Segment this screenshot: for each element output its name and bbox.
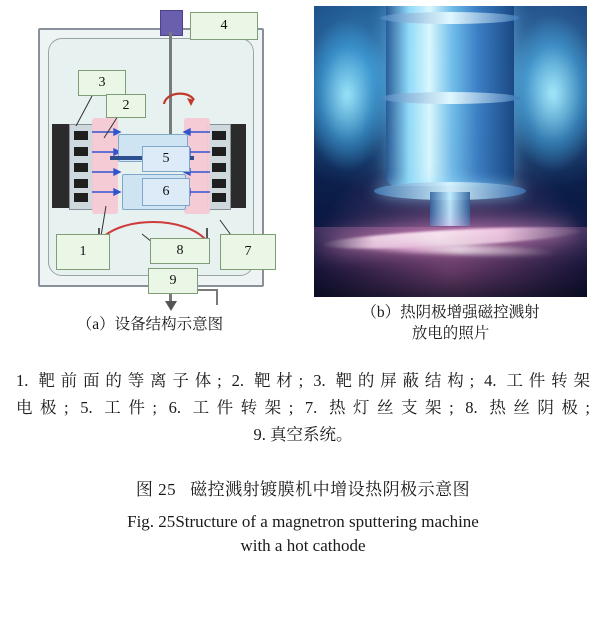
callout-5-label: 5 (162, 151, 170, 166)
figure-title-cn (0, 475, 606, 500)
panel-a-caption: （a）设备结构示意图 (76, 316, 224, 333)
callout-4-label: 4 (220, 18, 228, 33)
callout-7 (220, 234, 276, 270)
callout-4 (190, 12, 258, 40)
callout-1-label: 1 (79, 244, 87, 259)
callout-9 (148, 268, 198, 294)
figure-title-en-line1: Structure of a magnetron sputtering machine (175, 511, 479, 531)
panel-a-schematic (14, 6, 304, 334)
figure-number-en: Fig. 25 (127, 511, 176, 531)
figure-title-en (0, 510, 606, 559)
holder-stem (430, 192, 470, 226)
callout-8 (150, 238, 210, 264)
callout-1 (56, 234, 110, 270)
callout-7-label: 7 (244, 244, 252, 259)
callout-2 (106, 94, 146, 118)
drum-ring-top (380, 12, 520, 24)
legend-line-3: 9. 真空系统。 (253, 425, 353, 445)
figure-title-text-cn: 磁控溅射镀膜机中增设热阴极示意图 (190, 479, 471, 499)
callout-9-label: 9 (169, 273, 177, 288)
figure-legend (16, 367, 590, 449)
callout-6 (142, 178, 190, 206)
legend-line-2: 电极; 5. 工件; 6. 工件转架; 7. 热灯丝支架; 8. 热丝阴极; (16, 398, 590, 418)
panel-b-caption (314, 303, 587, 345)
panel-b-caption-line1: （b）热阴极增强磁控溅射 (361, 304, 540, 321)
callout-3-label: 3 (98, 75, 106, 90)
chamber-haze (314, 227, 587, 297)
drum-ring-mid (380, 92, 520, 104)
callout-5 (142, 146, 190, 172)
callout-3 (78, 70, 126, 96)
legend-line-1: 1. 靶前面的等离子体; 2. 靶材; 3. 靶的屏蔽结构; 4. 工件转架 (16, 370, 590, 390)
discharge-photograph (314, 6, 587, 297)
callout-2-label: 2 (122, 98, 130, 113)
panel-b-caption-line2: 放电的照片 (411, 324, 490, 342)
figure-title-en-line2: with a hot cathode (240, 536, 366, 556)
callout-6-label: 6 (162, 184, 170, 199)
callout-8-label: 8 (176, 243, 184, 258)
schematic-drawing (14, 6, 286, 306)
panel-b-photo (314, 6, 594, 345)
figure-number-cn: 图 25 (135, 479, 177, 499)
